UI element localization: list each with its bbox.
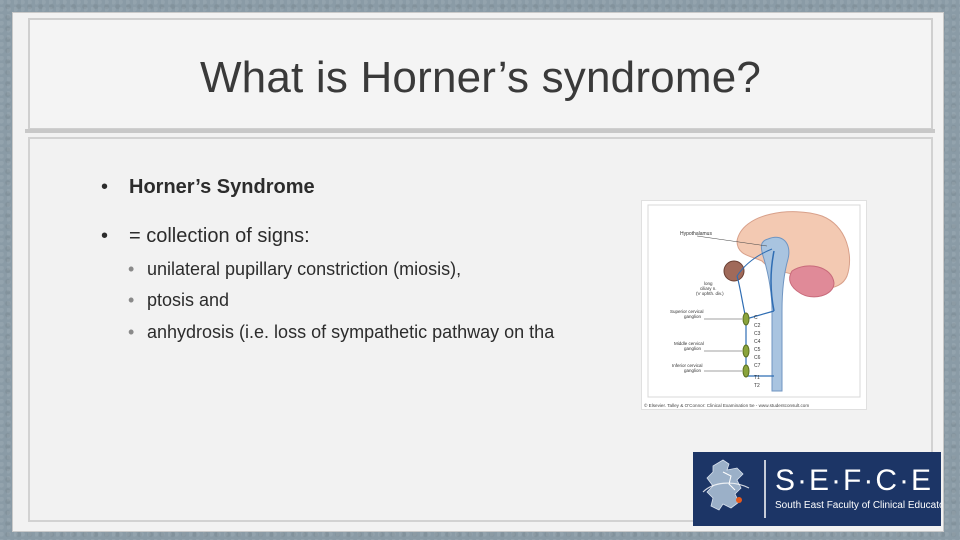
diagram-label-superior-ganglion: Superior cervical ganglion	[670, 309, 704, 319]
sefce-logo	[693, 452, 941, 526]
bullet-dot-icon: •	[101, 225, 109, 247]
title-divider	[25, 129, 935, 133]
sub-bullet-dot-icon: •	[128, 290, 135, 310]
diagram-label-middle-ganglion: Middle cervical ganglion	[674, 341, 704, 351]
svg-text:C5: C5	[754, 347, 761, 353]
slide-title: What is Horner’s syndrome?	[199, 53, 762, 102]
svg-text:C4: C4	[754, 339, 761, 345]
svg-text:C: C	[754, 315, 758, 321]
diagram-caption: © Elsevier. Talley & O’Connor: Clinical Examination 5e - www.studentconsult.com	[644, 403, 810, 408]
svg-text:C7: C7	[754, 363, 761, 369]
sympathetic-pathway-diagram	[641, 200, 867, 410]
ganglion-icon	[743, 365, 749, 377]
ganglion-icon	[743, 313, 749, 325]
svg-text:C2: C2	[754, 323, 761, 329]
logo-name: South East Faculty of Clinical Educators	[775, 500, 941, 511]
sub-bullet-text: ptosis and	[147, 290, 230, 310]
diagram-label-inferior-ganglion: Inferior cervical ganglion	[672, 363, 703, 373]
bullet-text: Horner’s Syndrome	[129, 176, 315, 198]
svg-text:T2: T2	[754, 383, 760, 389]
sub-bullet-dot-icon: •	[128, 322, 135, 342]
svg-text:C6: C6	[754, 355, 761, 361]
sub-bullet-dot-icon: •	[128, 259, 135, 279]
diagram-label-long-ciliary: long ciliary n. (V ophth. div.)	[696, 281, 724, 296]
sub-bullet-text: unilateral pupillary constriction (miosis),	[147, 259, 462, 279]
title-box	[28, 18, 933, 130]
ganglion-icon	[743, 345, 749, 357]
bullet-text: = collection of signs:	[129, 225, 310, 247]
svg-text:T1: T1	[754, 375, 760, 381]
sub-bullet-text: anhydrosis (i.e. loss of sympathetic pathway on tha	[147, 322, 555, 342]
logo-svg	[693, 452, 941, 526]
diagram-svg	[642, 201, 868, 411]
diagram-label-hypothalamus: Hypothalamus	[680, 231, 712, 237]
vertebra-labels	[754, 315, 761, 389]
bullet-dot-icon: •	[101, 176, 109, 198]
svg-text:C3: C3	[754, 331, 761, 337]
logo-acronym: S·E·F·C·E	[775, 464, 933, 497]
